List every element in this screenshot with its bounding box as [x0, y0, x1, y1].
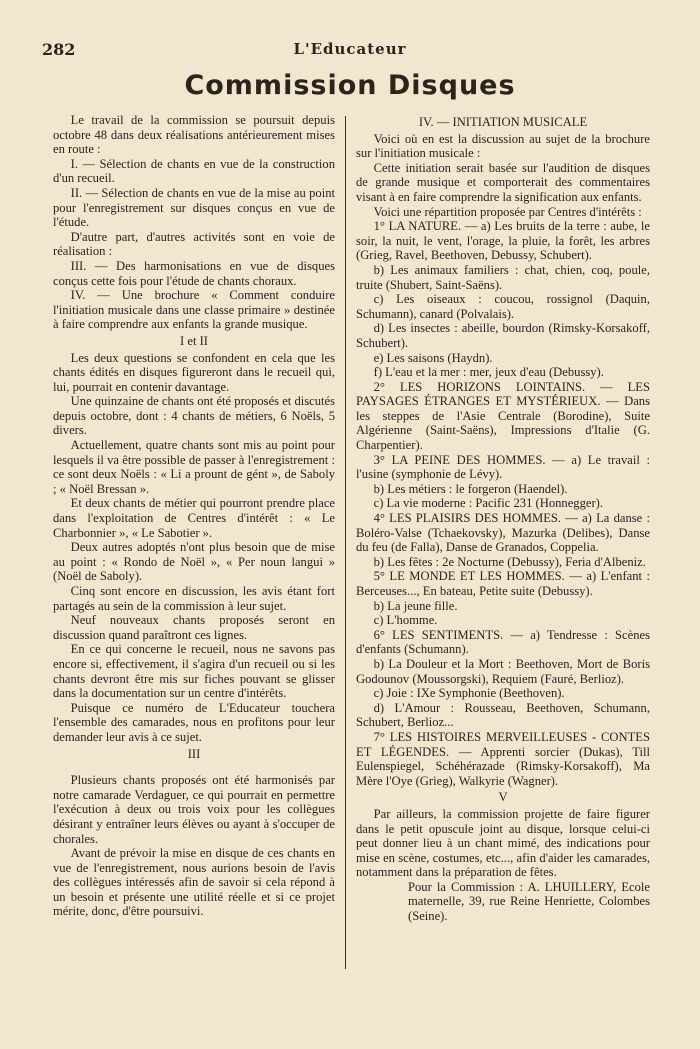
paragraph: d) Les insectes : abeille, bourdon (Rimsky-Korsakoff, Schubert).	[356, 321, 650, 350]
left-column	[53, 113, 335, 919]
paragraph: Puisque ce numéro de L'Educateur touchera l'ensemble des camarades, nous en profitons pour leur demander leur avis à ce sujet.	[53, 700, 335, 744]
paragraph: Et deux chants de métier qui pourront prendre place dans l'exploitation de Centres d'intérêt : « Le Charbonnier », « Le Sabotier ».	[53, 496, 335, 540]
page-number: 282	[42, 40, 76, 59]
paragraph: b) La jeune fille.	[373, 598, 458, 613]
paragraph: Une quinzaine de chants ont été proposés et discutés depuis octobre, dont : 4 chants de métiers, 6 Noëls, 5 divers.	[53, 394, 336, 438]
paragraph: d) L'Amour : Rousseau, Beethoven, Schumann, Schubert, Berlioz...	[356, 700, 650, 730]
section-heading: I et II	[180, 333, 208, 348]
paragraph: c) La vie moderne : Pacific 231 (Honnegger).	[373, 496, 604, 511]
paragraph: 4° LES PLAISIRS DES HOMMES. — a) La danse : Boléro-Valse (Tchaekovsky), Mazurka (Delibes), Danse du feu (de Falla), Danse de Granados, Coppelia.	[356, 511, 650, 555]
paragraph: IV. — Une brochure « Comment conduire l'initiation musicale dans une classe primaire » destinée à faire comprendre aux enfants la grande musique.	[53, 288, 335, 332]
paragraph: 3° LA PEINE DES HOMMES. — a) Le travail : l'usine (symphonie de Lévy).	[356, 452, 650, 482]
page-title: Commission Disques	[184, 70, 516, 101]
paragraph: Plusieurs chants proposés ont été harmonisés par notre camarade Verdaguer, ce qui pourrait en permettre l'exécution à deux ou trois voix pour les collègues désirant y entraîner leurs élèves ou ayant à s'occuper de chorales.	[53, 773, 335, 846]
paragraph: b) Les fêtes : 2e Nocturne (Debussy), Feria d'Albeniz.	[373, 554, 646, 569]
paragraph: I. — Sélection de chants en vue de la construction d'un recueil.	[53, 156, 335, 186]
paragraph: 5° LE MONDE ET LES HOMMES. — a) L'enfant : Berceuses..., En bateau, Petite suite (Debussy).	[356, 569, 650, 598]
paragraph: 6° LES SENTIMENTS. — a) Tendresse : Scènes d'enfants (Schumann).	[356, 627, 650, 657]
paragraph: b) Les animaux familiers : chat, chien, coq, poule, truite (Shubert, Saint-Saëns).	[356, 262, 650, 292]
paragraph: 2° LES HORIZONS LOINTAINS. — LES PAYSAGES ÉTRANGES ET MYSTÉRIEUX. — Dans les steppes de l'Asie Centrale (Borodine), Suite Algérienne (Saint-Saëns), Impressions d'Italie (G. Charpentier).	[356, 379, 650, 453]
paragraph: D'autre part, d'autres activités sont en voie de réalisation :	[53, 229, 335, 259]
paragraph: c) L'homme.	[373, 613, 438, 628]
signature: Pour la Commission : A. LHUILLERY, Ecole maternelle, 39, rue Reine Henriette, Colombes (Seine).	[408, 879, 650, 924]
section-heading: III	[187, 746, 201, 761]
paragraph: II. — Sélection de chants en vue de la mise au point pour l'enregistrement sur disques conçus en vue de l'étude.	[53, 185, 335, 230]
paragraph: En ce qui concerne le recueil, nous ne savons pas encore si, effectivement, il s'agira d'un recueil ou si les chants devront être mis sur fiches pouvant se glisser dans la documentation sur un centre d'intérêts.	[53, 642, 335, 701]
paragraph: Avant de prévoir la mise en disque de ces chants en vue de l'enregistrement, nous aurions besoin de l'avis des collègues intéressés afin de savoir si cela répond à un besoin et présente une utilité réelle et si ce projet mérite, donc, d'être poursuivi.	[53, 846, 335, 919]
paragraph: Neuf nouveaux chants proposés seront en discussion quand paraîtront ces lignes.	[53, 613, 335, 642]
paragraph: Les deux questions se confondent en cela que les chants édités en disques figureront dans le recueil qui, lui, pourrait en contenir davantage.	[53, 350, 335, 394]
paragraph: f) L'eau et la mer : mer, jeux d'eau (Debussy).	[373, 365, 604, 380]
paragraph: Actuellement, quatre chants sont mis au point pour lesquels il va être possible de passer à l'enregistrement : ce sont deux Noëls : « Li a prount de gént », de Saboly ; « Noël Bressan ».	[53, 438, 335, 496]
paragraph: c) Les oiseaux : coucou, rossignol (Daquin, Schumann), canard (Polvalais).	[356, 292, 650, 321]
paragraph: Voici une répartition proposée par Centres d'intérêts :	[373, 204, 642, 219]
paragraph: Voici où en est la discussion au sujet de la brochure sur l'initiation musicale :	[356, 131, 650, 161]
section-heading: V	[498, 790, 508, 805]
paragraph: III. — Des harmonisations en vue de disques conçus cette fois pour l'étude de chants choraux.	[53, 258, 335, 288]
paragraph: Par ailleurs, la commission projette de faire figurer dans le petit opuscule joint au disque, lorsque celui-ci peut donner lieu à un chant mimé, des indications pour mise en scène, costumes, etc..., afin d'aider les camarades, notamment dans la préparation de fêtes.	[356, 806, 650, 880]
paragraph: b) Les métiers : le forgeron (Haendel).	[373, 481, 568, 496]
right-column	[356, 113, 650, 924]
paragraph: e) Les saisons (Haydn).	[373, 350, 493, 365]
paragraph: Cinq sont encore en discussion, les avis étant fort partagés au sein de la commission à leur sujet.	[53, 584, 335, 613]
paragraph: 1° LA NATURE. — a) Les bruits de la terre : aube, le soir, la nuit, le vent, l'orage, la pluie, la forêt, les arbres (Grieg, Ravel, Beethoven, Debussy, Schubert).	[356, 219, 650, 263]
paragraph: 7° LES HISTOIRES MERVEILLEUSES - CONTES ET LÉGENDES. — Apprenti sorcier (Dukas), Till Eulenspiegel, Schéhérazade (Rimsky-Korsakoff), Ma Mère l'Oye (Grieg), Walkyrie (Wagner).	[356, 729, 650, 788]
paragraph: Le travail de la commission se poursuit depuis octobre 48 dans deux réalisations antérieurement mises en route :	[53, 113, 335, 157]
section-heading: IV. — INITIATION MUSICALE	[418, 115, 588, 129]
paragraph: Cette initiation serait basée sur l'audition de disques de grande musique et comporterait des commentaires visant à en faire comprendre la signification aux enfants.	[356, 160, 650, 204]
paragraph: Deux autres adoptés n'ont plus besoin que de mise au point : « Rondo de Noël », « Per noun langui » (Noël de Saboly).	[53, 540, 335, 584]
paragraph: c) Joie : IXe Symphonie (Beethoven).	[373, 686, 565, 701]
column-divider	[345, 116, 346, 969]
running-title: L'Educateur	[293, 40, 407, 58]
paragraph: b) La Douleur et la Mort : Beethoven, Mort de Boris Godounov (Moussorgski), Requiem (Fauré, Berlioz).	[356, 656, 650, 686]
